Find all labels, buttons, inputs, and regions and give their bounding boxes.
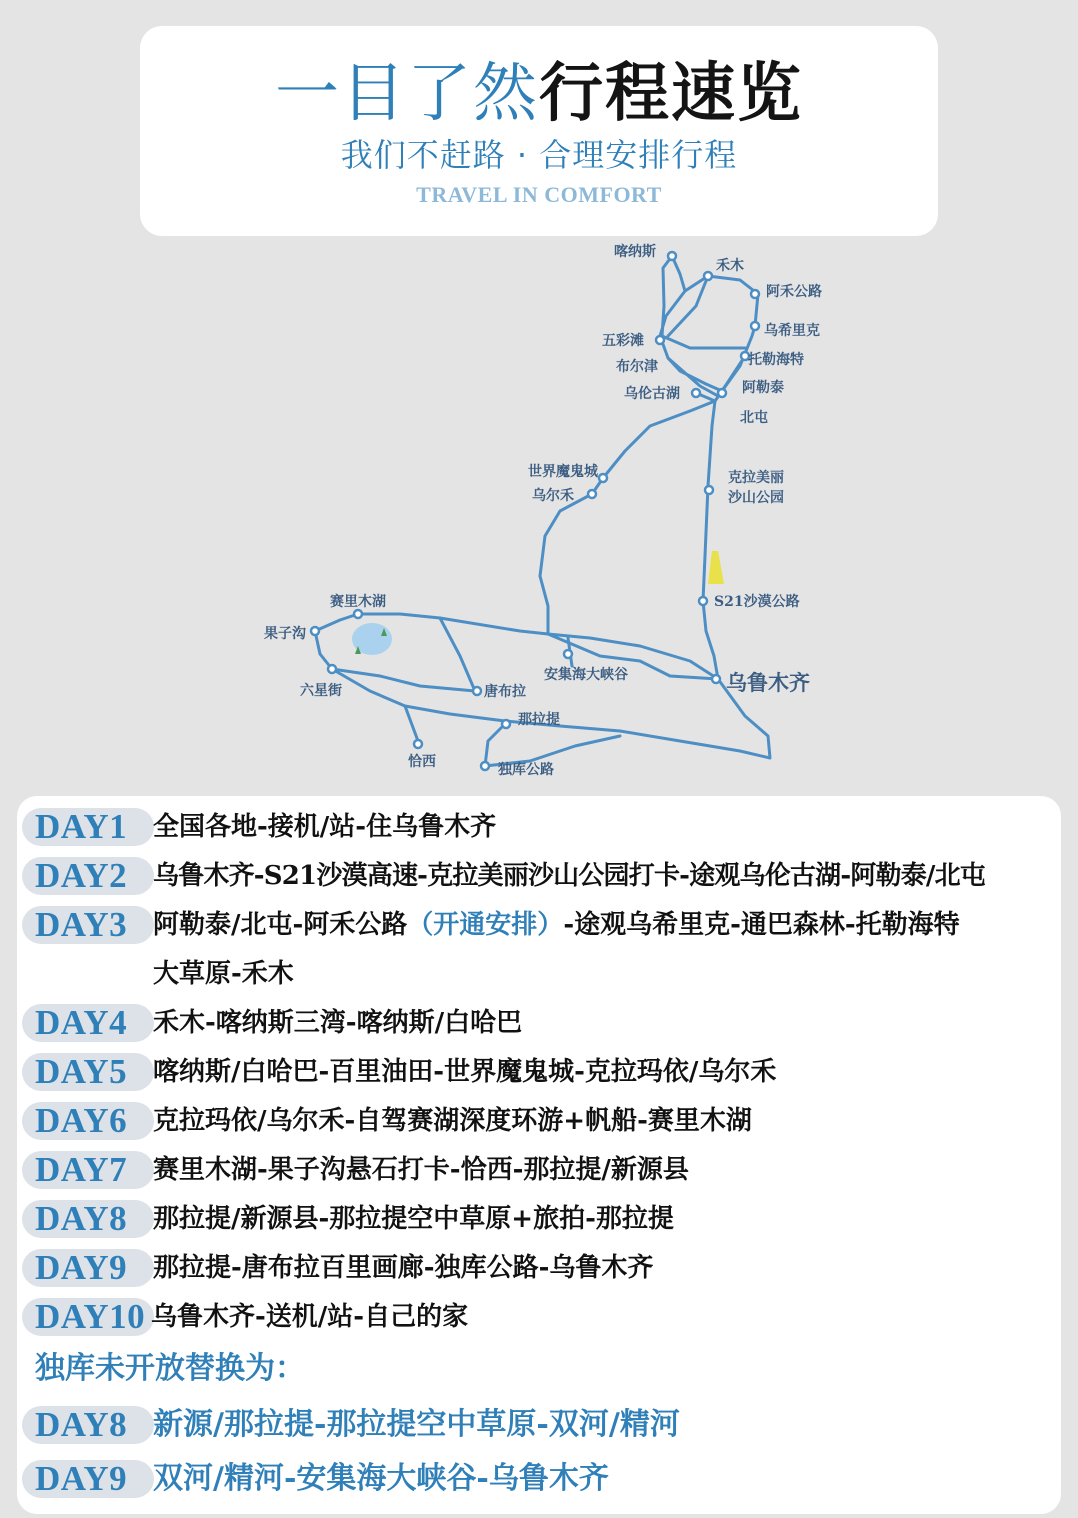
alternative-plan-title: 独库未开放替换为： [35, 1351, 305, 1386]
label-karamay-dune-1: 克拉美丽 [728, 470, 784, 486]
day-label: DAY6 [35, 1101, 128, 1140]
title-blue-part: 一目了然 [275, 57, 539, 131]
day-description: 禾木-喀纳斯三湾-喀纳斯/白哈巴 [153, 1008, 523, 1038]
label-wuerhe: 乌尔禾 [532, 488, 574, 504]
label-liuxing: 六星街 [300, 683, 342, 699]
day-description: 那拉提/新源县-那拉提空中草原+旅拍-那拉提 [153, 1204, 674, 1234]
route-tangbula-link [440, 618, 475, 691]
label-s21: S21沙漠公路 [714, 594, 800, 610]
route-kanas-west [662, 256, 672, 336]
label-ulungur: 乌伦古湖 [624, 386, 680, 402]
day-description-part: 阿勒泰/北屯-阿禾公路 [153, 910, 408, 940]
route-map [0, 236, 1078, 796]
route-beitun-wuerhe [592, 401, 715, 494]
day-description: 双河/精河-安集海大峡谷-乌鲁木齐 [153, 1461, 609, 1496]
day-label: DAY9 [35, 1459, 128, 1498]
day-description-continuation: 大草原-禾木 [153, 959, 294, 989]
route-ahe-road [685, 276, 758, 326]
label-nalati: 那拉提 [518, 712, 560, 728]
label-guozigou: 果子沟 [264, 626, 306, 642]
label-devil-city: 世界魔鬼城 [528, 464, 598, 480]
day-label: DAY5 [35, 1052, 128, 1091]
day-label: DAY4 [35, 1003, 128, 1042]
day-description: 克拉玛依/乌尔禾-自驾赛湖深度环游+帆船-赛里木湖 [153, 1106, 752, 1136]
day-description: 全国各地-接机/站-住乌鲁木齐 [153, 812, 497, 842]
label-karamay-dune-2: 沙山公园 [728, 490, 784, 506]
itinerary-card [17, 796, 1061, 1514]
day-label: DAY8 [35, 1199, 128, 1238]
route-s21 [703, 401, 718, 679]
route-wucaitan-link [662, 336, 745, 348]
itinerary-day-row [17, 1294, 1061, 1338]
label-tuole: 托勒海特 [748, 352, 804, 368]
day-label: DAY2 [35, 856, 128, 895]
label-urumqi: 乌鲁木齐 [726, 670, 810, 695]
itinerary-day-row [17, 1147, 1061, 1191]
day-label: DAY3 [35, 905, 128, 944]
page-title [140, 57, 938, 131]
itinerary-day-row [17, 853, 1061, 897]
day-description [153, 902, 960, 948]
label-altay: 阿勒泰 [742, 380, 784, 396]
route-sayram-guozigou [315, 614, 358, 631]
label-qiaxi: 恰西 [408, 754, 436, 770]
itinerary-day-row [17, 1049, 1061, 1093]
stop-markers [311, 252, 759, 770]
itinerary-continuation-row [17, 951, 1061, 995]
header-card [140, 26, 938, 236]
day-description: 那拉提-唐布拉百里画廊-独库公路-乌鲁木齐 [153, 1253, 654, 1283]
itinerary-day-row [17, 902, 1061, 946]
title-black-part: 行程速览 [539, 57, 803, 131]
route-lines [315, 256, 770, 766]
day-description: 新源/那拉提-那拉提空中草原-双河/精河 [153, 1407, 680, 1442]
day-label: DAY8 [35, 1405, 128, 1444]
label-ahe-road: 阿禾公路 [766, 284, 822, 300]
route-wuerhe-south [540, 494, 592, 634]
itinerary-day-row [17, 1098, 1061, 1142]
open-arrangement-note: （开通安排） [407, 910, 564, 940]
desert-road-icon [708, 551, 724, 584]
label-kanas: 喀纳斯 [614, 244, 656, 260]
day-label: DAY1 [35, 807, 128, 846]
alternative-day-row [17, 1456, 1061, 1500]
route-qiaxi [405, 706, 418, 741]
label-wucaitan: 五彩滩 [602, 333, 644, 349]
itinerary-day-row [17, 1245, 1061, 1289]
day-label: DAY10 [35, 1297, 146, 1336]
itinerary-day-row [17, 804, 1061, 848]
day-label: DAY9 [35, 1248, 128, 1287]
label-anjihai: 安集海大峡谷 [544, 667, 628, 683]
label-burqin: 布尔津 [616, 359, 658, 375]
label-tangbula: 唐布拉 [484, 684, 526, 700]
route-guozigou-liuxing [315, 631, 332, 669]
page-subtitle: 我们不赶路 · 合理安排行程 [340, 136, 738, 174]
itinerary-day-row [17, 1196, 1061, 1240]
alternative-day-row [17, 1402, 1061, 1446]
label-duku: 独库公路 [498, 762, 554, 778]
day-description: 喀纳斯/白哈巴-百里油田-世界魔鬼城-克拉玛依/乌尔禾 [153, 1057, 777, 1087]
label-wuxili: 乌希里克 [764, 323, 820, 339]
day-description-part: -途观乌希里克-通巴森林-托勒海特 [563, 910, 960, 940]
label-sayram: 赛里木湖 [330, 594, 386, 610]
page-tagline: TRAVEL IN COMFORT [416, 182, 662, 207]
day-description: 乌鲁木齐-S21沙漠高速-克拉美丽沙山公园打卡-途观乌伦古湖-阿勒泰/北屯 [153, 861, 986, 891]
day-description: 赛里木湖-果子沟悬石打卡-恰西-那拉提/新源县 [153, 1155, 689, 1185]
label-hemu: 禾木 [716, 258, 744, 274]
day-label: DAY7 [35, 1150, 128, 1189]
itinerary-day-row [17, 1000, 1061, 1044]
label-beitun: 北屯 [740, 410, 768, 426]
day-description: 乌鲁木齐-送机/站-自己的家 [151, 1302, 469, 1332]
